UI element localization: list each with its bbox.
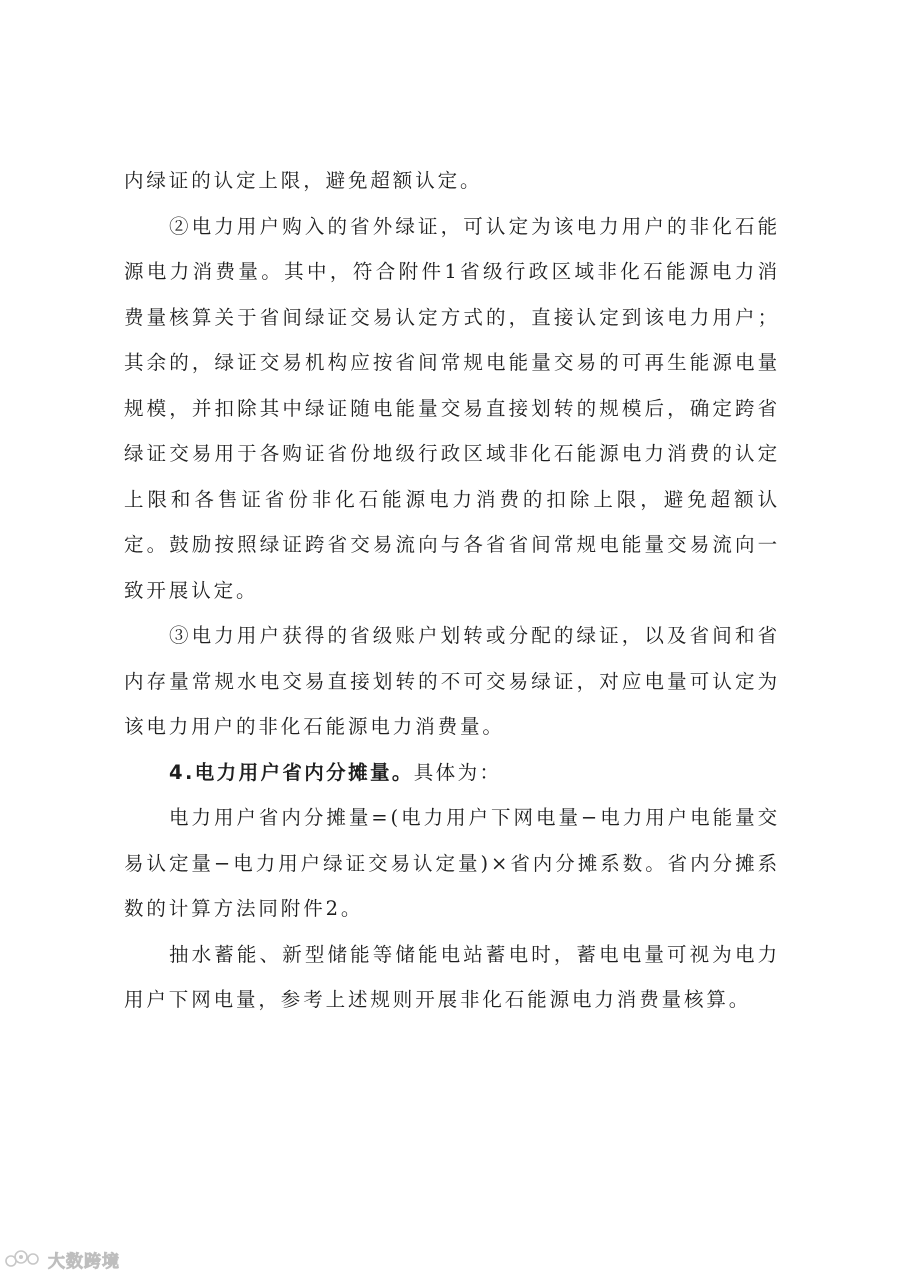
document-body: [124, 158, 780, 1023]
paragraph-allocated-certificates: ③电力用户获得的省级账户划转或分配的绿证，以及省间和省内存量常规水电交易直接划转的不可交易绿证，对应电量可认定为该电力用户的非化石能源电力消费量。: [124, 624, 780, 738]
logo-icon: [4, 1248, 44, 1270]
paragraph-formula: 电力用户省内分摊量=(电力用户下网电量−电力用户电能量交易认定量−电力用户绿证交易认定量)×省内分摊系数。省内分摊系数的计算方法同附件2。: [124, 806, 780, 920]
section-heading-label: 4.电力用户省内分摊量。: [169, 760, 414, 784]
paragraph-continuation: 内绿证的认定上限，避免超额认定。: [124, 169, 483, 192]
section-heading: [124, 750, 780, 796]
watermark-text: 大数跨境: [48, 1251, 120, 1272]
paragraph-storage: 抽水蓄能、新型储能等储能电站蓄电时，蓄电电量可视为电力用户下网电量，参考上述规则开展非化石能源电力消费量核算。: [124, 942, 780, 1011]
section-heading-rest: 具体为：: [413, 760, 502, 784]
watermark: [4, 1244, 120, 1274]
paragraph-out-of-province-certificates: ②电力用户购入的省外绿证，可认定为该电力用户的非化石能源电力消费量。其中，符合附件1省级行政区域非化石能源电力消费量核算关于省间绿证交易认定方式的，直接认定到该电力用户；其余的，绿证交易机构应按省间常规电能量交易的可再生能源电量规模，并扣除其中绿证随电能量交易直接划转的规模后，确定跨省绿证交易用于各购证省份地级行政区域非化石能源电力消费的认定上限和各售证省份非化石能源电力消费的扣除上限，避免超额认定。鼓励按照绿证跨省交易流向与各省省间常规电能量交易流向一致开展认定。: [124, 214, 780, 602]
